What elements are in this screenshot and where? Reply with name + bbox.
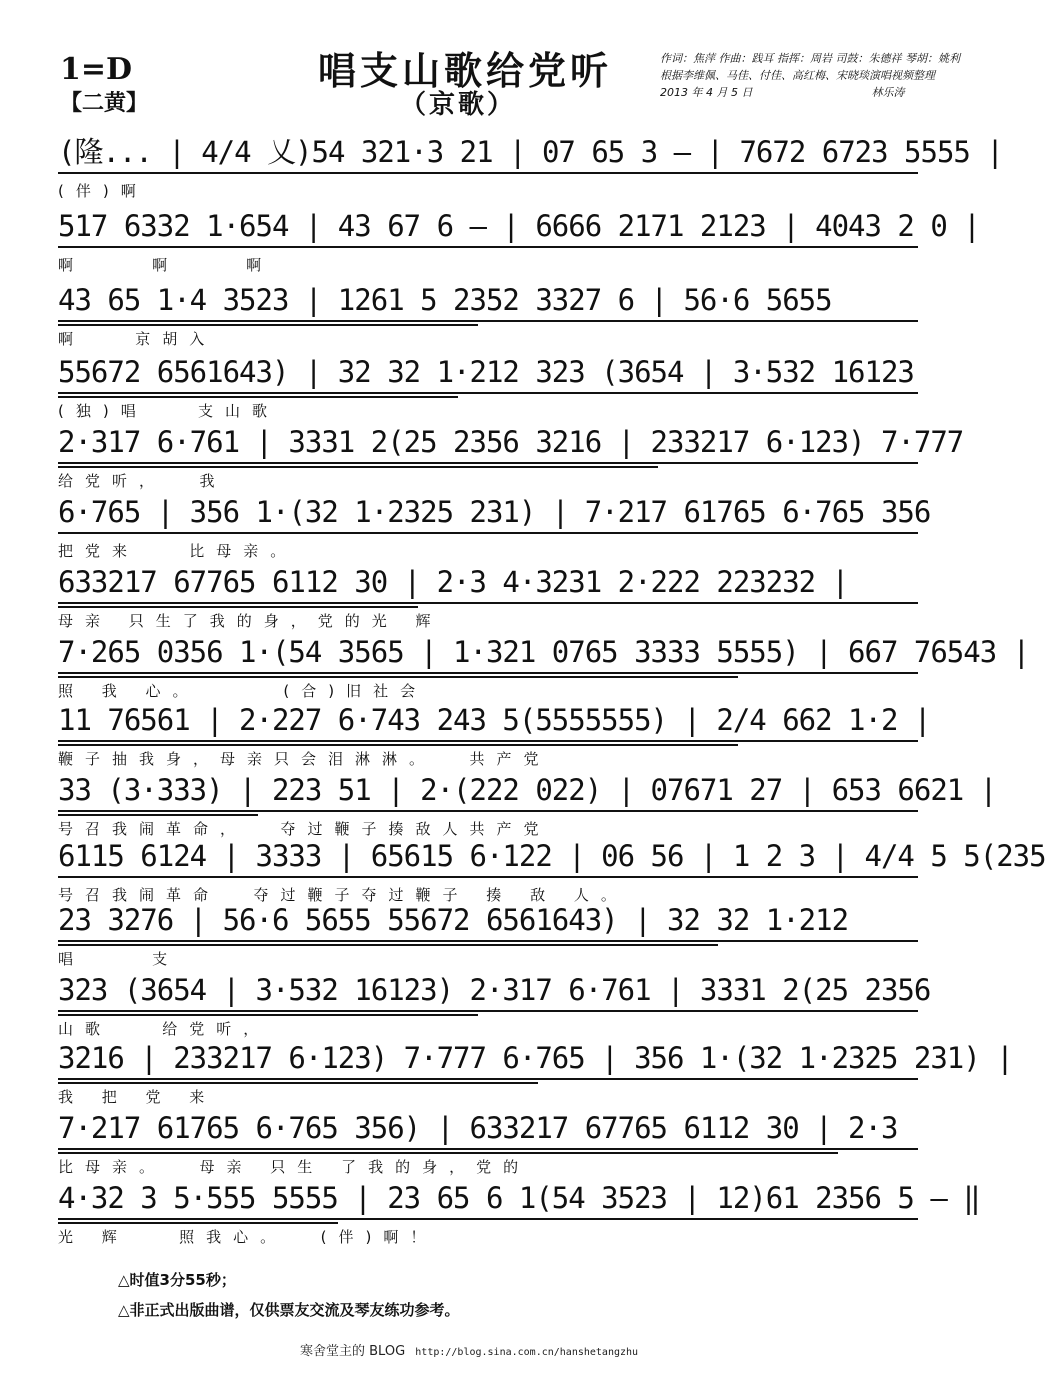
duration-note: △时值3分55秒； — [118, 1271, 236, 1289]
lyrics: 照 我 心。 (合)旧社会 — [58, 682, 428, 700]
performance-notes — [118, 1265, 460, 1325]
score-line — [58, 352, 938, 420]
disclaimer-note: △非正式出版曲谱，仅供票友交流及琴友练功参考。 — [118, 1301, 460, 1319]
notation: 55672 6561643) | 32 32 1·212 323 (3654 | 3·532 16123 — [58, 355, 914, 389]
score-line — [58, 900, 938, 968]
score-line — [58, 970, 938, 1038]
lyrics: 把党来 比母亲。 — [58, 542, 298, 560]
notation: 633217 67765 6112 30 | 2·3 4·3231 2·222 223232 | — [58, 565, 849, 599]
song-title: 唱支山歌给党听 — [318, 48, 613, 93]
lyrics: 我 把 党 来 — [58, 1088, 217, 1106]
date: 2013 年 4 月 5 日 — [660, 86, 753, 99]
score-line — [58, 1108, 938, 1176]
transcriber: 林乐涛 — [871, 86, 905, 99]
lyrics: 母亲 只生了我的身，党的光 辉 — [58, 612, 443, 630]
score-line — [58, 632, 1030, 700]
lyrics: (伴)啊 — [58, 182, 148, 200]
notation: 23 3276 | 56·6 5655 55672 6561643) | 32 32 1·212 — [58, 903, 849, 937]
score-line — [58, 562, 938, 630]
notation: 3216 | 233217 6·123) 7·777 6·765 | 356 1·(32 1·2325 231) | — [58, 1041, 1013, 1075]
score-line — [58, 836, 1046, 904]
lyrics: 号召我闹革命 夺过鞭子夺过鞭子 揍 敌 人。 — [58, 886, 628, 904]
notation: 7·265 0356 1·(54 3565 | 1·321 0765 3333 5555) | 667 76543 | — [58, 635, 1030, 669]
lyrics: 光 辉 照我心。 (伴)啊！ — [58, 1228, 438, 1246]
score-line — [58, 770, 997, 838]
mode-label: 【二黄】 — [60, 91, 149, 116]
credits-line: 作词：焦萍 作曲：践耳 指挥：周岩 司鼓：朱德祥 琴胡：姚利 — [660, 52, 960, 65]
notation: 43 65 1·4 3523 | 1261 5 2352 3327 6 | 56·6 5655 — [58, 283, 832, 317]
notation: 7·217 61765 6·765 356) | 633217 67765 6112 30 | 2·3 — [58, 1111, 898, 1145]
credits-block — [660, 50, 960, 101]
lyrics: 啊 京胡入 — [58, 330, 217, 348]
lyrics: 山歌 给党听， — [58, 1020, 271, 1038]
notation: (隆... | 4/4 乂)54 321·3 21 | 07 65 3 — | 7672 6723 5555 | — [58, 135, 1003, 169]
notation: 11 76561 | 2·227 6·743 243 5(5555555) | 2/4 662 1·2 | — [58, 703, 931, 737]
lyrics: (独)唱 支山歌 — [58, 402, 280, 420]
lyrics: 比母亲。 母亲 只生 了我的身，党的 — [58, 1158, 531, 1176]
notation: 517 6332 1·654 | 43 67 6 — | 6666 2171 2123 | 4043 2 0 | — [58, 209, 980, 243]
blog-name: 寒舍堂主的 BLOG — [300, 1344, 406, 1359]
song-subtitle: （京歌） — [400, 90, 517, 120]
score-line — [58, 280, 938, 348]
credits-line: 根据李维佩、马佳、付佳、高红梅、宋晓琰演唱视频整理 — [660, 69, 935, 82]
lyrics: 唱 支 — [58, 950, 180, 968]
lyrics: 啊 啊 啊 — [58, 256, 274, 274]
footer — [300, 1340, 638, 1359]
score-line — [58, 1038, 1013, 1106]
notation: 6·765 | 356 1·(32 1·2325 231) | 7·217 61765 6·765 356 — [58, 495, 931, 529]
lyrics: 给党听， 我 — [58, 472, 227, 490]
blog-url[interactable]: http://blog.sina.com.cn/hanshetangzhu — [415, 1347, 639, 1358]
notation: 323 (3654 | 3·532 16123) 2·317 6·761 | 3331 2(25 2356 — [58, 973, 931, 1007]
notation: 33 (3·333) | 223 51 | 2·(222 022) | 07671 27 | 653 6621 | — [58, 773, 997, 807]
score-line — [58, 492, 938, 560]
score-line — [58, 700, 938, 768]
key-signature: 1=D — [60, 52, 133, 87]
score-line — [58, 206, 980, 274]
score-line — [58, 1178, 980, 1246]
notation: 4·32 3 5·555 5555 | 23 65 6 1(54 3523 | 12)61 2356 5 — ‖ — [58, 1181, 980, 1215]
score-line — [58, 422, 964, 490]
lyrics: 鞭子抽我身，母亲只会泪淋淋。 共产党 — [58, 750, 551, 768]
notation: 2·317 6·761 | 3331 2(25 2356 3216 | 233217 6·123) 7·777 — [58, 425, 964, 459]
score-line — [58, 132, 1003, 200]
lyrics: 号召我闹革命， 夺过鞭子揍敌人共产党 — [58, 820, 551, 838]
notation: 6115 6124 | 3333 | 65615 6·122 | 06 56 | 1 2 3 | 4/4 5 5(235 — [58, 839, 1046, 873]
